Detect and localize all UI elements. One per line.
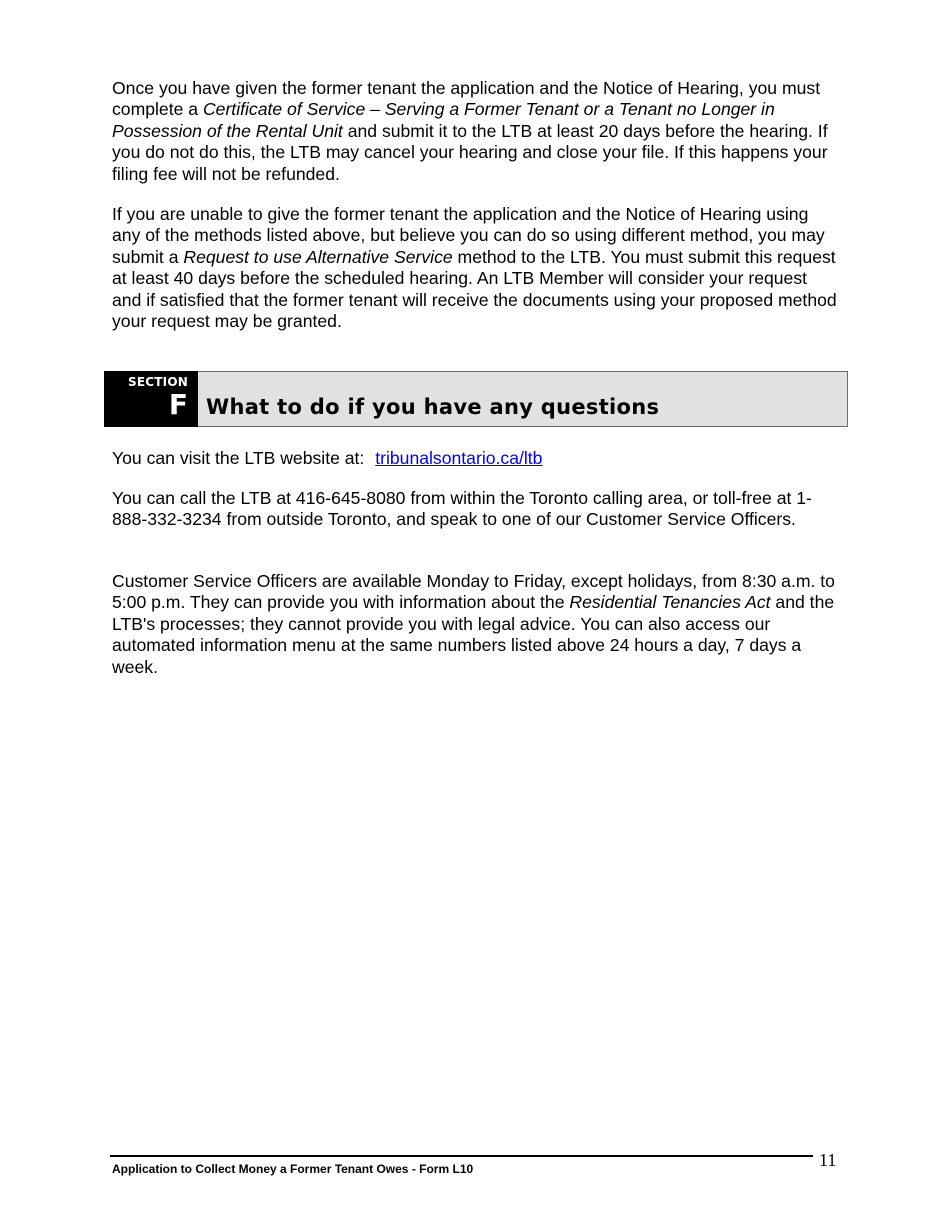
- footer-divider: [110, 1155, 813, 1157]
- section-title: What to do if you have any questions: [206, 395, 660, 419]
- paragraph-text: and the LTB's processes; they cannot provide you with legal advice. You can also access our automated information menu at the same numbers listed above 24 hours a day, 7 days a week.: [112, 592, 835, 677]
- act-name: Residential Tenancies Act: [569, 592, 771, 613]
- paragraph-text: method to the LTB. You must submit this request at least 40 days before the scheduled hearing. An LTB Member will consider your request and if satisfied that the former tenant will receive the documents using your proposed method your request may be granted.: [112, 246, 837, 332]
- section-header: [104, 371, 848, 427]
- paragraph-customer-service: [112, 571, 840, 678]
- paragraph-phone: You can call the LTB at 416-645-8080 from within the Toronto calling area, or toll-free at 1-888-332-3234 from outside Toronto, and speak to one of our Customer Service Officers.: [112, 488, 812, 530]
- section-label: SECTION: [128, 375, 188, 389]
- page-number: 11: [819, 1150, 837, 1170]
- footer-form-title: Application to Collect Money a Former Tenant Owes - Form L10: [112, 1162, 474, 1176]
- section-letter: F: [168, 388, 188, 421]
- paragraph-text: and submit it to the LTB at least 20 days before the hearing. If you do not do this, the LTB may cancel your hearing and close your file. If this happens your filing fee will not be refunded.: [112, 120, 828, 184]
- website-link[interactable]: tribunalsontario.ca/ltb: [375, 448, 543, 468]
- section-tab: [104, 371, 198, 427]
- paragraph-text: Customer Service Officers are available Monday to Friday, except holidays, from 8:30 a.m. to 5:00 p.m. They can provide you with information about the: [112, 571, 835, 613]
- form-name-alternative-service: Request to use Alternative Service: [183, 246, 453, 267]
- paragraph-certificate-of-service: [112, 78, 840, 185]
- form-name-certificate: Certificate of Service – Serving a Former Tenant or a Tenant no Longer in Possession of the Rental Unit: [112, 99, 775, 141]
- paragraph-text: You can visit the LTB website at:: [112, 448, 370, 468]
- paragraph-alternative-service: [112, 204, 840, 332]
- paragraph-text: If you are unable to give the former tenant the application and the Notice of Hearing using any of the methods listed above, but believe you can do so using different method, you may submit a: [112, 204, 825, 267]
- paragraph-text: Once you have given the former tenant the application and the Notice of Hearing, you must complete a: [112, 78, 821, 120]
- paragraph-website: [112, 448, 840, 469]
